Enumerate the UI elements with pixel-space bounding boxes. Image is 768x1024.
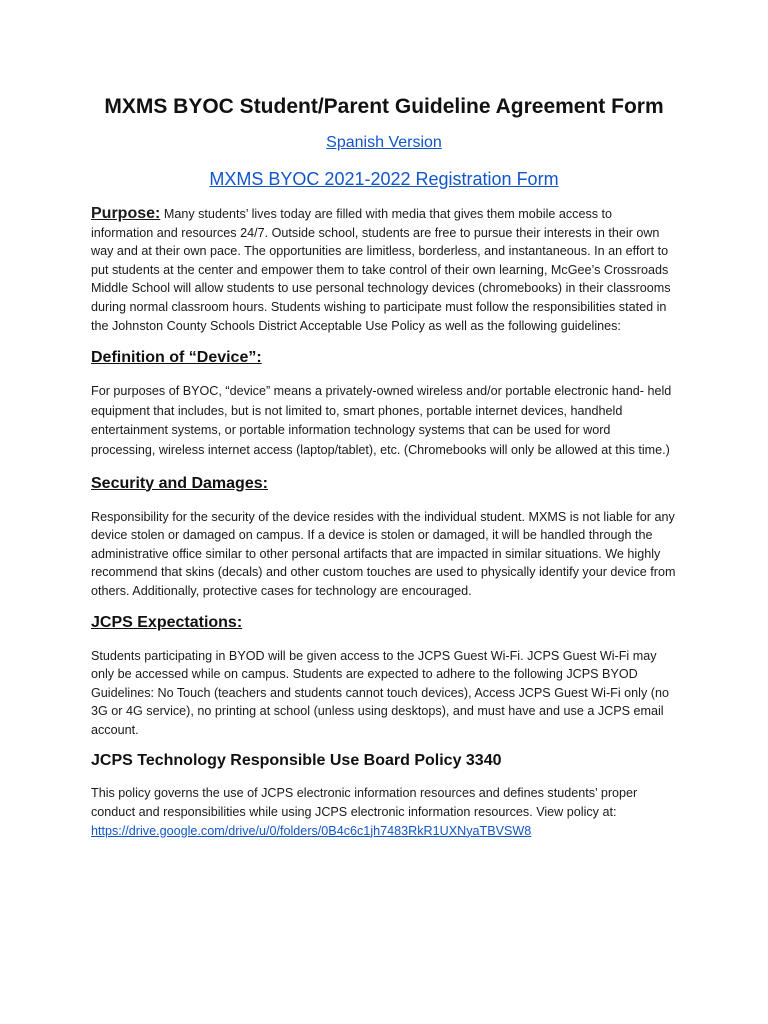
device-paragraph: For purposes of BYOC, “device” means a privately-owned wireless and/or portable electronic hand- held equipment that includes, but is not limited to, smart phones, portable internet devices, handheld entertainment systems, or portable information technology systems that can be used for word processing, wireless internet access (laptop/tablet), etc. (Chromebooks will only be allowed at this time.) — [91, 384, 672, 457]
device-heading: Definition of “Device”: — [91, 349, 262, 367]
page-title: MXMS BYOC Student/Parent Guideline Agreement Form — [104, 95, 664, 118]
purpose-paragraph — [91, 205, 677, 335]
registration-form-link[interactable]: MXMS BYOC 2021-2022 Registration Form — [209, 169, 559, 189]
policy-text: This policy governs the use of JCPS electronic information resources and defines students’ proper conduct and responsibilities while using JCPS electronic information resources. View policy at: — [91, 786, 638, 820]
expectations-heading: JCPS Expectations: — [91, 613, 243, 631]
policy-url-link[interactable]: https://drive.google.com/drive/u/0/folders/0B4c6c1jh7483RkR1UXNyaTBVSW8 — [91, 823, 532, 838]
policy-heading: JCPS Technology Responsible Use Board Policy 3340 — [91, 752, 502, 770]
expectations-paragraph: Students participating in BYOD will be given access to the JCPS Guest Wi-Fi. JCPS Guest Wi-Fi may only be accessed while on campus. Students are expected to adhere to the following JCPS BYOD Guidelines: No Touch (teachers and students cannot touch devices), Access JCPS Guest Wi-Fi only (no 3G or 4G service), no printing at school (unless using desktops), and must have and use a JCPS email account. — [91, 648, 669, 737]
security-paragraph: Responsibility for the security of the device resides with the individual student. MXMS is not liable for any device stolen or damaged on campus. If a device is stolen or damaged, it will be handled through the administrative office similar to other personal artifacts that are impacted in similar situations. We highly recommend that skins (decals) and other custom touches are used to physically identify your device from others. Additionally, protective cases for technology are encouraged. — [91, 509, 676, 598]
purpose-text: Many students’ lives today are filled with media that gives them mobile access to information and resources 24/7. Outside school, students are free to pursue their interests in their own way and at their own pace. The opportunities are limitless, borderless, and instantaneous. In an effort to put students at the center and empower them to take control of their own learning, McGee’s Crossroads Middle School will allow students to use personal technology devices (chromebooks) in their classrooms during normal classroom hours. Students wishing to participate must follow the responsibilities stated in the Johnston County Schools District Acceptable Use Policy as well as the following guidelines: — [91, 207, 671, 333]
security-heading: Security and Damages: — [91, 474, 268, 492]
policy-paragraph — [91, 784, 677, 840]
spanish-version-link[interactable]: Spanish Version — [326, 134, 442, 151]
purpose-label: Purpose: — [91, 205, 161, 222]
